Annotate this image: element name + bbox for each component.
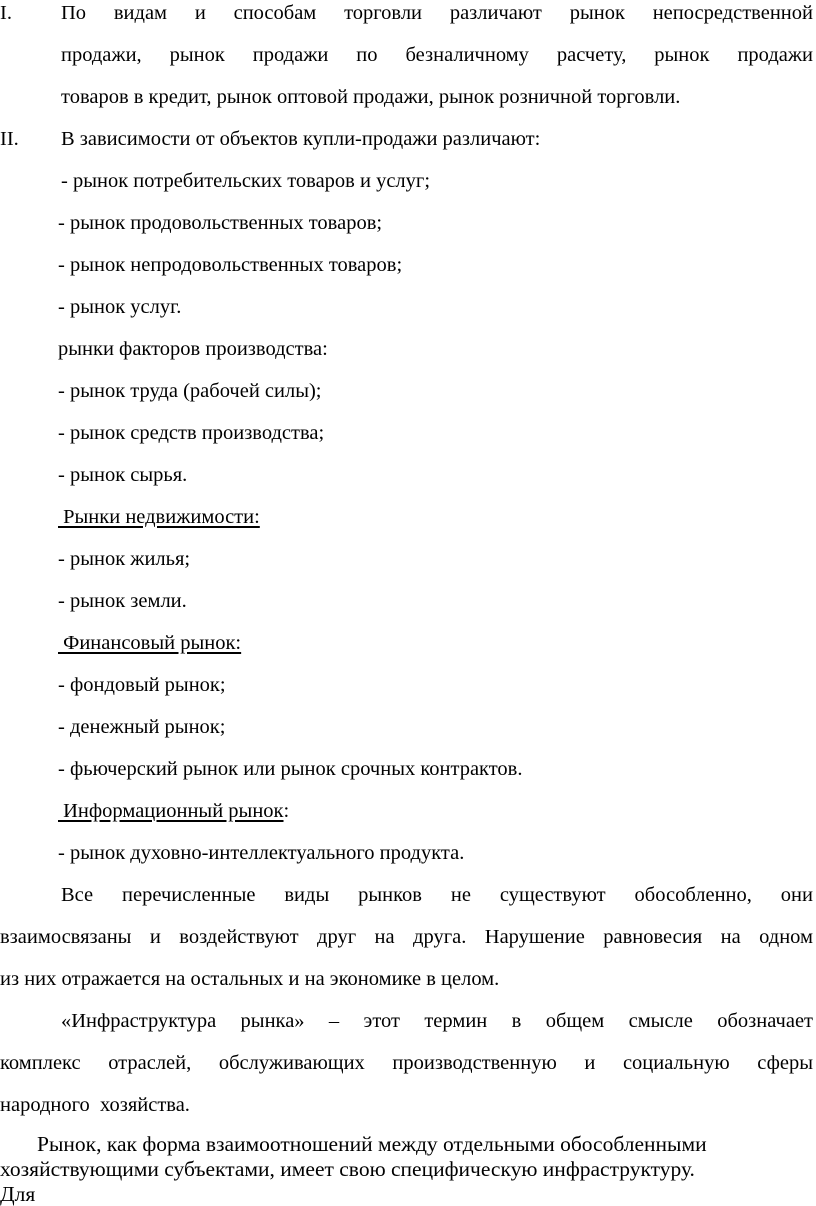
document-page: I. По видам и способам торговли различают рынок непосредственной продажи, рынок продажи по безналичному расчету, рынок продажи товаров в кредит, рынок оптовой продажи, рынок розничной торговли. II. В зависимости от объектов купли-продажи различают: - рынок потребительских товаров и услуг; - рынок продовольственных товаров; - рынок непродовольственных товаров; - рынок услуг. рынки факторов производства: - рынок труда (рабочей силы); - рынок средств производства; - рынок сырья. Рынки недвижимости: - рынок жилья; - рынок земли. Финансовый рынок: - фондовый рынок; - денежный рынок; - фьючерский рынок или рынок срочных контрактов. Информационный рынок: - рынок духовно-интеллектуального продукта. Все перечисленные виды рынков не существуют обособленно, они взаимосвязаны и воздействуют друг на друга. Нарушение равновесия на одном из них отражается на остальных и на экономике в целом. «Инфраструктура рынка» – этот термин в общем смысле обозначает комплекс отраслей, обслуживающих производственную и социальную сферы народного хозяйства. Рынок, как форма взаимоотношений между отдельными обособленными хозяйствующими субъектами, имеет свою специфическую инфраструктуру. Для [0,2,813,1206]
section-2-marker: II. [0,128,19,150]
section-1-text-line: товаров в кредит, рынок оптовой продажи, рынок розничной торговли. [61,86,681,108]
section-1-marker: I. [0,2,12,24]
section-1-text-line: По видам и способам торговли различают рынок непосредственной [61,2,813,24]
info-heading-label: Информационный рынок [58,800,284,822]
section-2-intro: В зависимости от объектов купли-продажи различают: [61,128,541,150]
info-heading-colon: : [283,800,290,822]
section-1-text-line: продажи, рынок продажи по безналичному расчету, рынок продажи [61,44,813,66]
